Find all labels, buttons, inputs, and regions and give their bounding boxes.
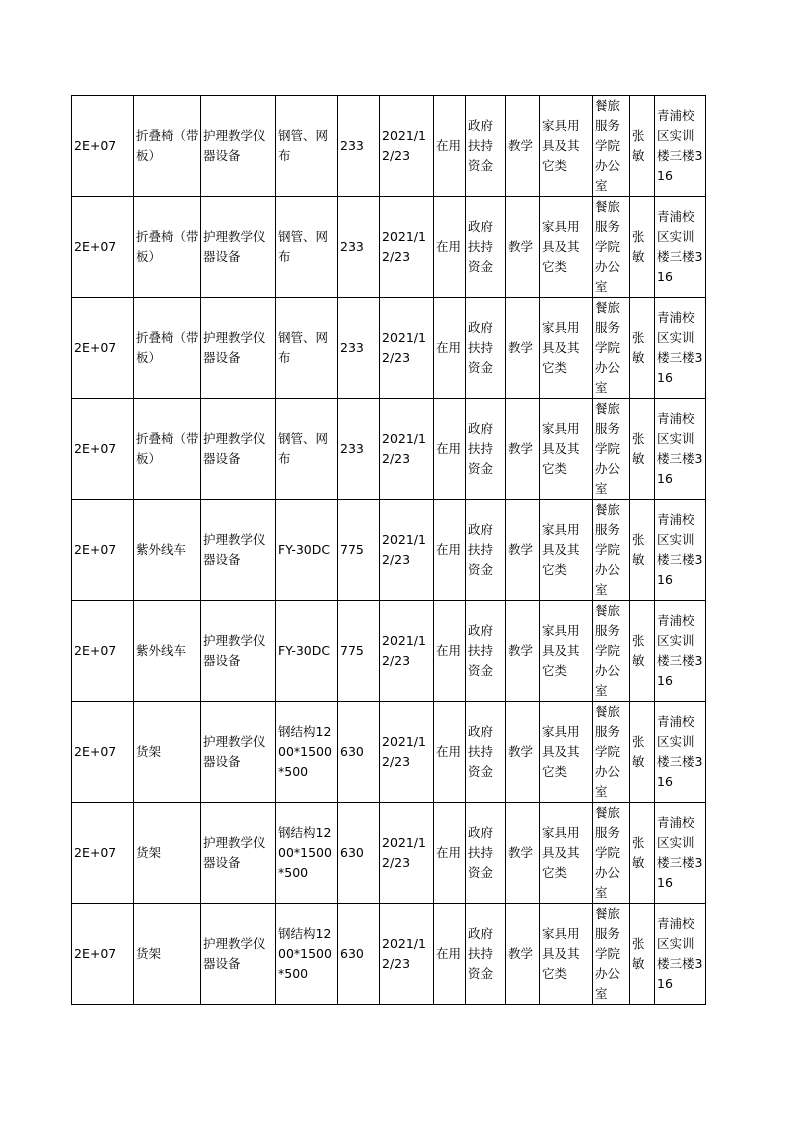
location-cell-text: 青浦校区实训楼三楼316 bbox=[657, 310, 703, 385]
asset-code-cell bbox=[72, 298, 134, 399]
asset-code-cell bbox=[72, 500, 134, 601]
funding-source-cell bbox=[466, 500, 506, 601]
usage-cell-text: 教学 bbox=[508, 744, 534, 759]
asset-table-body bbox=[72, 96, 706, 1005]
acquire-date-cell-text: 2021/12/23 bbox=[382, 633, 426, 668]
price-cell-text: 630 bbox=[340, 744, 364, 759]
asset-code-cell-text: 2E+07 bbox=[74, 946, 117, 961]
funding-source-cell bbox=[466, 197, 506, 298]
asset-name-cell-text: 折叠椅（带板） bbox=[136, 330, 199, 365]
location-cell-text: 青浦校区实训楼三楼316 bbox=[657, 411, 703, 486]
funding-source-cell bbox=[466, 904, 506, 1005]
asset-name-cell-text: 货架 bbox=[136, 744, 162, 759]
asset-name-cell bbox=[134, 904, 201, 1005]
price-cell bbox=[338, 399, 380, 500]
status-cell bbox=[434, 298, 466, 399]
asset-category-cell-text: 护理教学仪器设备 bbox=[203, 431, 266, 466]
price-cell bbox=[338, 601, 380, 702]
department-cell-text: 餐旅服务学院办公室 bbox=[595, 199, 621, 294]
status-cell bbox=[434, 96, 466, 197]
location-cell-text: 青浦校区实训楼三楼316 bbox=[657, 108, 703, 183]
spec-cell bbox=[276, 904, 338, 1005]
asset-category-cell-text: 护理教学仪器设备 bbox=[203, 128, 266, 163]
department-cell-text: 餐旅服务学院办公室 bbox=[595, 98, 621, 193]
acquire-date-cell-text: 2021/12/23 bbox=[382, 128, 426, 163]
usage-cell bbox=[506, 96, 540, 197]
price-cell-text: 630 bbox=[340, 946, 364, 961]
price-cell-text: 630 bbox=[340, 845, 364, 860]
price-cell-text: 775 bbox=[340, 542, 364, 557]
spec-cell-text: 钢管、网布 bbox=[278, 128, 329, 163]
location-cell bbox=[655, 96, 706, 197]
spec-cell bbox=[276, 601, 338, 702]
asset-type-cell bbox=[540, 702, 593, 803]
location-cell-text: 青浦校区实训楼三楼316 bbox=[657, 209, 703, 284]
asset-category-cell-text: 护理教学仪器设备 bbox=[203, 936, 266, 971]
asset-category-cell bbox=[201, 702, 276, 803]
department-cell bbox=[593, 702, 630, 803]
acquire-date-cell bbox=[380, 197, 434, 298]
funding-source-cell-text: 政府扶持资金 bbox=[468, 219, 494, 274]
usage-cell bbox=[506, 601, 540, 702]
department-cell-text: 餐旅服务学院办公室 bbox=[595, 805, 621, 900]
asset-name-cell-text: 折叠椅（带板） bbox=[136, 229, 199, 264]
status-cell-text: 在用 bbox=[436, 441, 462, 456]
department-cell-text: 餐旅服务学院办公室 bbox=[595, 300, 621, 395]
asset-name-cell-text: 折叠椅（带板） bbox=[136, 128, 199, 163]
table-row bbox=[72, 399, 706, 500]
asset-name-cell-text: 紫外线车 bbox=[136, 643, 187, 658]
funding-source-cell bbox=[466, 702, 506, 803]
acquire-date-cell-text: 2021/12/23 bbox=[382, 835, 426, 870]
price-cell bbox=[338, 904, 380, 1005]
acquire-date-cell-text: 2021/12/23 bbox=[382, 936, 426, 971]
usage-cell-text: 教学 bbox=[508, 946, 534, 961]
status-cell-text: 在用 bbox=[436, 744, 462, 759]
asset-type-cell bbox=[540, 500, 593, 601]
department-cell-text: 餐旅服务学院办公室 bbox=[595, 603, 621, 698]
spec-cell-text: 钢管、网布 bbox=[278, 330, 329, 365]
asset-table bbox=[71, 95, 706, 1005]
department-cell bbox=[593, 197, 630, 298]
asset-code-cell bbox=[72, 601, 134, 702]
asset-category-cell bbox=[201, 96, 276, 197]
asset-type-cell-text: 家具用具及其它类 bbox=[542, 118, 580, 173]
price-cell bbox=[338, 702, 380, 803]
department-cell bbox=[593, 500, 630, 601]
location-cell-text: 青浦校区实训楼三楼316 bbox=[657, 916, 703, 991]
table-row bbox=[72, 298, 706, 399]
department-cell bbox=[593, 96, 630, 197]
funding-source-cell bbox=[466, 298, 506, 399]
asset-code-cell bbox=[72, 803, 134, 904]
funding-source-cell-text: 政府扶持资金 bbox=[468, 421, 494, 476]
asset-name-cell-text: 折叠椅（带板） bbox=[136, 431, 199, 466]
asset-code-cell bbox=[72, 197, 134, 298]
custodian-cell-text: 张敏 bbox=[632, 128, 645, 163]
asset-category-cell-text: 护理教学仪器设备 bbox=[203, 532, 266, 567]
department-cell bbox=[593, 601, 630, 702]
spec-cell bbox=[276, 803, 338, 904]
asset-type-cell bbox=[540, 601, 593, 702]
custodian-cell-text: 张敏 bbox=[632, 330, 645, 365]
asset-category-cell-text: 护理教学仪器设备 bbox=[203, 229, 266, 264]
asset-type-cell bbox=[540, 298, 593, 399]
custodian-cell-text: 张敏 bbox=[632, 835, 645, 870]
usage-cell bbox=[506, 702, 540, 803]
department-cell-text: 餐旅服务学院办公室 bbox=[595, 401, 621, 496]
asset-type-cell bbox=[540, 904, 593, 1005]
spec-cell-text: 钢结构1200*1500*500 bbox=[278, 724, 332, 779]
table-row bbox=[72, 803, 706, 904]
asset-category-cell bbox=[201, 298, 276, 399]
spec-cell bbox=[276, 399, 338, 500]
usage-cell-text: 教学 bbox=[508, 138, 534, 153]
asset-name-cell bbox=[134, 803, 201, 904]
acquire-date-cell bbox=[380, 96, 434, 197]
spec-cell-text: 钢管、网布 bbox=[278, 229, 329, 264]
spec-cell-text: FY-30DC bbox=[278, 542, 331, 557]
funding-source-cell bbox=[466, 399, 506, 500]
acquire-date-cell-text: 2021/12/23 bbox=[382, 229, 426, 264]
asset-type-cell-text: 家具用具及其它类 bbox=[542, 825, 580, 880]
asset-category-cell bbox=[201, 197, 276, 298]
asset-type-cell-text: 家具用具及其它类 bbox=[542, 623, 580, 678]
location-cell bbox=[655, 803, 706, 904]
location-cell bbox=[655, 399, 706, 500]
spec-cell bbox=[276, 702, 338, 803]
department-cell bbox=[593, 399, 630, 500]
asset-type-cell-text: 家具用具及其它类 bbox=[542, 421, 580, 476]
custodian-cell bbox=[630, 96, 655, 197]
location-cell bbox=[655, 601, 706, 702]
asset-type-cell-text: 家具用具及其它类 bbox=[542, 522, 580, 577]
department-cell bbox=[593, 803, 630, 904]
funding-source-cell-text: 政府扶持资金 bbox=[468, 118, 494, 173]
asset-code-cell-text: 2E+07 bbox=[74, 138, 117, 153]
table-row bbox=[72, 500, 706, 601]
funding-source-cell bbox=[466, 601, 506, 702]
acquire-date-cell bbox=[380, 702, 434, 803]
acquire-date-cell-text: 2021/12/23 bbox=[382, 532, 426, 567]
usage-cell bbox=[506, 197, 540, 298]
usage-cell bbox=[506, 904, 540, 1005]
acquire-date-cell bbox=[380, 399, 434, 500]
spec-cell bbox=[276, 96, 338, 197]
status-cell-text: 在用 bbox=[436, 138, 462, 153]
custodian-cell bbox=[630, 803, 655, 904]
usage-cell bbox=[506, 399, 540, 500]
price-cell bbox=[338, 197, 380, 298]
spec-cell bbox=[276, 500, 338, 601]
status-cell-text: 在用 bbox=[436, 946, 462, 961]
asset-type-cell bbox=[540, 803, 593, 904]
custodian-cell bbox=[630, 601, 655, 702]
funding-source-cell-text: 政府扶持资金 bbox=[468, 522, 494, 577]
asset-type-cell-text: 家具用具及其它类 bbox=[542, 724, 580, 779]
asset-code-cell-text: 2E+07 bbox=[74, 744, 117, 759]
asset-type-cell bbox=[540, 399, 593, 500]
asset-type-cell-text: 家具用具及其它类 bbox=[542, 320, 580, 375]
spec-cell-text: 钢管、网布 bbox=[278, 431, 329, 466]
custodian-cell bbox=[630, 904, 655, 1005]
price-cell-text: 233 bbox=[340, 239, 364, 254]
status-cell bbox=[434, 601, 466, 702]
asset-category-cell bbox=[201, 904, 276, 1005]
department-cell-text: 餐旅服务学院办公室 bbox=[595, 704, 621, 799]
asset-code-cell bbox=[72, 702, 134, 803]
asset-name-cell bbox=[134, 399, 201, 500]
location-cell bbox=[655, 197, 706, 298]
status-cell bbox=[434, 904, 466, 1005]
acquire-date-cell bbox=[380, 803, 434, 904]
funding-source-cell-text: 政府扶持资金 bbox=[468, 623, 494, 678]
funding-source-cell-text: 政府扶持资金 bbox=[468, 320, 494, 375]
asset-code-cell-text: 2E+07 bbox=[74, 441, 117, 456]
funding-source-cell bbox=[466, 803, 506, 904]
custodian-cell-text: 张敏 bbox=[632, 936, 645, 971]
asset-code-cell-text: 2E+07 bbox=[74, 542, 117, 557]
asset-name-cell bbox=[134, 702, 201, 803]
acquire-date-cell-text: 2021/12/23 bbox=[382, 330, 426, 365]
status-cell bbox=[434, 197, 466, 298]
asset-name-cell bbox=[134, 298, 201, 399]
asset-name-cell-text: 紫外线车 bbox=[136, 542, 187, 557]
location-cell bbox=[655, 298, 706, 399]
status-cell-text: 在用 bbox=[436, 643, 462, 658]
usage-cell-text: 教学 bbox=[508, 542, 534, 557]
asset-code-cell-text: 2E+07 bbox=[74, 239, 117, 254]
department-cell-text: 餐旅服务学院办公室 bbox=[595, 906, 621, 1001]
acquire-date-cell-text: 2021/12/23 bbox=[382, 734, 426, 769]
price-cell bbox=[338, 500, 380, 601]
funding-source-cell bbox=[466, 96, 506, 197]
custodian-cell-text: 张敏 bbox=[632, 229, 645, 264]
asset-type-cell-text: 家具用具及其它类 bbox=[542, 219, 580, 274]
asset-category-cell bbox=[201, 500, 276, 601]
asset-type-cell-text: 家具用具及其它类 bbox=[542, 926, 580, 981]
acquire-date-cell bbox=[380, 904, 434, 1005]
asset-category-cell bbox=[201, 601, 276, 702]
asset-category-cell-text: 护理教学仪器设备 bbox=[203, 330, 266, 365]
asset-name-cell-text: 货架 bbox=[136, 845, 162, 860]
spec-cell bbox=[276, 298, 338, 399]
custodian-cell bbox=[630, 500, 655, 601]
table-row bbox=[72, 702, 706, 803]
usage-cell bbox=[506, 500, 540, 601]
asset-category-cell-text: 护理教学仪器设备 bbox=[203, 835, 266, 870]
status-cell bbox=[434, 803, 466, 904]
acquire-date-cell-text: 2021/12/23 bbox=[382, 431, 426, 466]
asset-category-cell-text: 护理教学仪器设备 bbox=[203, 734, 266, 769]
custodian-cell-text: 张敏 bbox=[632, 431, 645, 466]
custodian-cell-text: 张敏 bbox=[632, 633, 645, 668]
acquire-date-cell bbox=[380, 298, 434, 399]
status-cell bbox=[434, 399, 466, 500]
funding-source-cell-text: 政府扶持资金 bbox=[468, 724, 494, 779]
asset-type-cell bbox=[540, 96, 593, 197]
department-cell-text: 餐旅服务学院办公室 bbox=[595, 502, 621, 597]
asset-code-cell bbox=[72, 904, 134, 1005]
location-cell-text: 青浦校区实训楼三楼316 bbox=[657, 613, 703, 688]
status-cell bbox=[434, 702, 466, 803]
status-cell-text: 在用 bbox=[436, 845, 462, 860]
asset-category-cell-text: 护理教学仪器设备 bbox=[203, 633, 266, 668]
asset-name-cell bbox=[134, 197, 201, 298]
custodian-cell bbox=[630, 197, 655, 298]
table-row bbox=[72, 904, 706, 1005]
table-row bbox=[72, 601, 706, 702]
table-row bbox=[72, 197, 706, 298]
usage-cell bbox=[506, 803, 540, 904]
price-cell bbox=[338, 298, 380, 399]
department-cell bbox=[593, 298, 630, 399]
spec-cell bbox=[276, 197, 338, 298]
custodian-cell bbox=[630, 399, 655, 500]
usage-cell-text: 教学 bbox=[508, 643, 534, 658]
usage-cell-text: 教学 bbox=[508, 239, 534, 254]
asset-category-cell bbox=[201, 803, 276, 904]
funding-source-cell-text: 政府扶持资金 bbox=[468, 825, 494, 880]
asset-name-cell-text: 货架 bbox=[136, 946, 162, 961]
asset-name-cell bbox=[134, 500, 201, 601]
table-row bbox=[72, 96, 706, 197]
price-cell-text: 233 bbox=[340, 340, 364, 355]
status-cell-text: 在用 bbox=[436, 340, 462, 355]
location-cell-text: 青浦校区实训楼三楼316 bbox=[657, 815, 703, 890]
spec-cell-text: 钢结构1200*1500*500 bbox=[278, 926, 332, 981]
location-cell-text: 青浦校区实训楼三楼316 bbox=[657, 714, 703, 789]
price-cell-text: 233 bbox=[340, 441, 364, 456]
status-cell-text: 在用 bbox=[436, 239, 462, 254]
location-cell bbox=[655, 904, 706, 1005]
price-cell-text: 775 bbox=[340, 643, 364, 658]
asset-code-cell-text: 2E+07 bbox=[74, 845, 117, 860]
spec-cell-text: 钢结构1200*1500*500 bbox=[278, 825, 332, 880]
department-cell bbox=[593, 904, 630, 1005]
custodian-cell bbox=[630, 298, 655, 399]
asset-code-cell-text: 2E+07 bbox=[74, 340, 117, 355]
asset-code-cell bbox=[72, 399, 134, 500]
acquire-date-cell bbox=[380, 601, 434, 702]
price-cell-text: 233 bbox=[340, 138, 364, 153]
usage-cell-text: 教学 bbox=[508, 340, 534, 355]
custodian-cell-text: 张敏 bbox=[632, 532, 645, 567]
asset-code-cell bbox=[72, 96, 134, 197]
location-cell-text: 青浦校区实训楼三楼316 bbox=[657, 512, 703, 587]
acquire-date-cell bbox=[380, 500, 434, 601]
location-cell bbox=[655, 702, 706, 803]
location-cell bbox=[655, 500, 706, 601]
price-cell bbox=[338, 803, 380, 904]
spec-cell-text: FY-30DC bbox=[278, 643, 331, 658]
custodian-cell bbox=[630, 702, 655, 803]
usage-cell-text: 教学 bbox=[508, 441, 534, 456]
asset-type-cell bbox=[540, 197, 593, 298]
asset-name-cell bbox=[134, 601, 201, 702]
usage-cell bbox=[506, 298, 540, 399]
funding-source-cell-text: 政府扶持资金 bbox=[468, 926, 494, 981]
custodian-cell-text: 张敏 bbox=[632, 734, 645, 769]
usage-cell-text: 教学 bbox=[508, 845, 534, 860]
asset-name-cell bbox=[134, 96, 201, 197]
status-cell bbox=[434, 500, 466, 601]
status-cell-text: 在用 bbox=[436, 542, 462, 557]
asset-code-cell-text: 2E+07 bbox=[74, 643, 117, 658]
price-cell bbox=[338, 96, 380, 197]
asset-category-cell bbox=[201, 399, 276, 500]
